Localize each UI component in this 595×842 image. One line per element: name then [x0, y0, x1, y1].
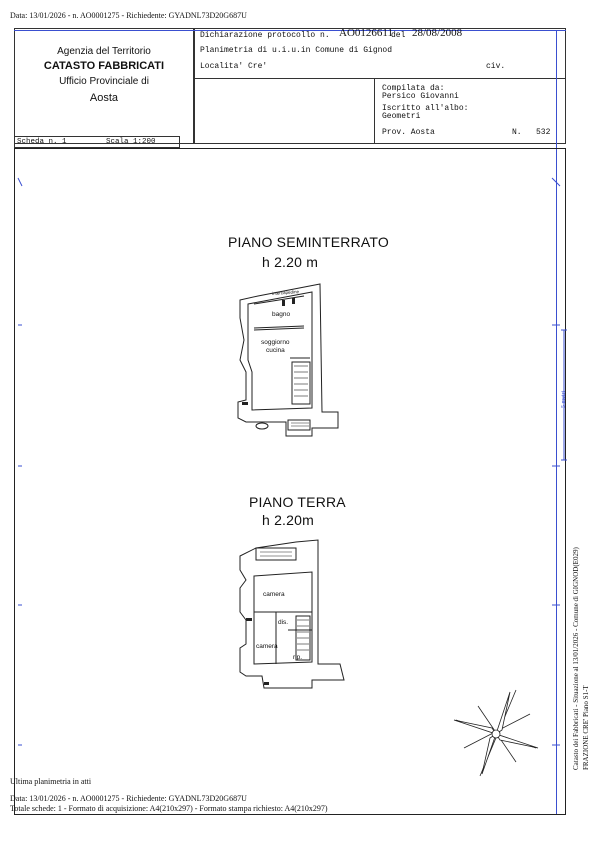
protocol-del-label: del	[391, 31, 406, 40]
footer-request-note: Data: 13/01/2026 - n. AO0001275 - Richiedente: GYADNL73D20G687U	[10, 794, 247, 803]
top-request-note: Data: 13/01/2026 - n. AO0001275 - Richiedente: GYADNL73D20G687U	[10, 11, 247, 20]
ufficio-city: Aosta	[89, 92, 119, 104]
province: Prov. Aosta	[382, 128, 435, 137]
civico-label: civ.	[486, 62, 506, 71]
room-intercapedine: intercapedine	[271, 289, 300, 296]
scala: Scala 1:200	[106, 138, 156, 146]
ultima-planimetria-note: Ultima planimetria in atti	[10, 777, 92, 786]
protocol-date: 28/08/2008	[412, 27, 463, 39]
iscritto-label: Iscritto all'albo:	[382, 104, 469, 113]
side-situation-text: Catasto dei Fabbricati - Situazione al 13/01/2026 - Comune di GIGNOD(E029)	[572, 547, 580, 770]
floor-title-seminterrato: PIANO SEMINTERRATO	[228, 234, 389, 250]
ufficio-provinciale: Ufficio Provinciale di	[59, 76, 149, 87]
protocol-label: Dichiarazione protocollo n.	[200, 31, 330, 40]
scale-bar-label: 5 metri	[561, 390, 567, 408]
albo-number: 532	[536, 128, 551, 137]
floor-height-seminterrato: h 2.20 m	[262, 254, 319, 270]
room-camera-1: camera	[263, 591, 285, 598]
localita: Localita' Cre'	[200, 62, 268, 71]
footer-totale-schede: Totale schede: 1 - Formato di acquisizione: A4(210x297) - Formato stampa richiesto: A4(210x297)	[10, 804, 328, 813]
protocol-number: AO0126611	[339, 27, 393, 39]
compiler-name: Persico Giovanni	[382, 92, 459, 101]
room-bagno: bagno	[272, 311, 291, 318]
room-disimpegno: dis.	[278, 619, 289, 626]
catasto-fabbricati-title: CATASTO FABBRICATI	[43, 60, 165, 72]
scheda-number: Scheda n. 1	[17, 138, 67, 146]
compilata-label: Compilata da:	[382, 84, 445, 93]
profession: Geometri	[382, 112, 421, 121]
north-arrow-icon	[448, 686, 544, 782]
room-cucina: cucina	[266, 347, 285, 354]
room-soggiorno: soggiorno	[261, 339, 290, 346]
side-location-text: FRAZIONE CRE' Piano S1-T	[582, 685, 590, 770]
floor-title-terra: PIANO TERRA	[249, 494, 346, 510]
agency-name: Agenzia del Territorio	[57, 46, 151, 57]
room-camera-2: camera	[256, 643, 278, 650]
room-ripostiglio: rip.	[293, 654, 303, 661]
albo-number-label: N.	[512, 128, 522, 137]
floor-height-terra: h 2.20m	[262, 512, 314, 528]
planimetria-description: Planimetria di u.i.u.in Comune di Gignod	[200, 46, 393, 55]
